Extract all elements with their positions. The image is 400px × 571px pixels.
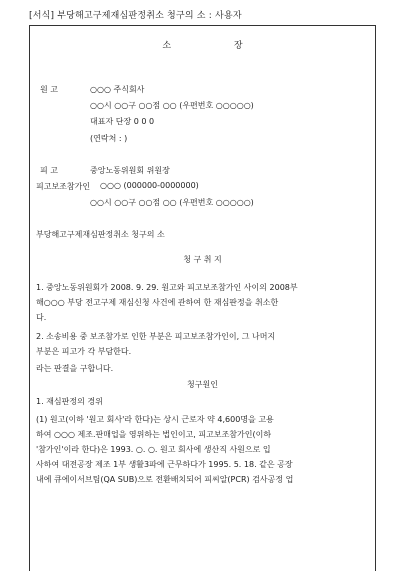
intervenor-address: ○○시 ○○구 ○○점 ○○ (우편번호 ○○○○○)	[90, 198, 254, 207]
reason-body	[36, 412, 369, 487]
intervenor-name: ○○○ (000000-0000000)	[100, 181, 199, 190]
defendant-role: 피 고	[40, 166, 58, 175]
reason-body-line: 내에 큐에이서브팀(QA SUB)으로 전환배치되어 피씨알(PCR) 검사공정 업	[36, 475, 294, 484]
reason-body-line: (1) 원고(이하 '원고 회사'라 한다)는 상시 근로자 약 4,600명을 고용	[36, 415, 274, 424]
case-name: 부당해고구제재심판정취소 청구의 소	[36, 230, 165, 239]
claim-item-1-line: 다.	[36, 313, 47, 322]
plaintiff-name: ○○○ 주식회사	[90, 85, 145, 94]
intervenor-role: 피고보조참가인	[36, 182, 91, 191]
claim-heading: 청 구 취 지	[183, 255, 222, 264]
claim-item-2	[36, 329, 369, 359]
document-title: 소 장	[162, 41, 273, 51]
reason-body-line: 하여 ○○○ 제조.판매업을 영위하는 법인이고, 피고보조참가인(이하	[36, 430, 272, 439]
document-frame	[29, 25, 376, 571]
claim-item-1	[36, 280, 369, 325]
claim-item-1-line: 해○○○ 부당 전고구제 재심신청 사건에 관하여 한 재심판정을 취소한	[36, 298, 279, 307]
form-caption: [서식] 부당해고구제재심판정취소 청구의 소 : 사용자	[29, 11, 242, 21]
reason-body-line: 사하여 대전공장 제조 1부 생활3파에 근무하다가 1995. 5. 18. 같은 공장	[36, 460, 293, 469]
reason-body-line: '참가인'이라 한다)은 1993. ○. ○. 원고 회사에 생산직 사원으로 입	[36, 445, 271, 454]
reason-heading: 청구원인	[187, 380, 218, 389]
claim-item-2-line: 2. 소송비용 중 보조참가로 인한 부분은 피고보조참가인이, 그 나머지	[36, 332, 276, 341]
defendant-name: 중앙노동위원회 위원장	[90, 166, 170, 175]
plaintiff-phone: (연락처 : )	[90, 134, 128, 143]
reason-section-1: 1. 재심판정의 경위	[36, 397, 103, 406]
claim-closing: 라는 판결을 구합니다.	[36, 364, 114, 373]
claim-item-1-line: 1. 중앙노동위원회가 2008. 9. 29. 원고와 피고보조참가인 사이의 2008부	[36, 283, 298, 292]
plaintiff-address: ○○시 ○○구 ○○점 ○○ (우편번호 ○○○○○)	[90, 101, 254, 110]
plaintiff-representative: 대표자 단장 0 0 0	[90, 117, 155, 126]
claim-item-2-line: 부분은 피고가 각 부담한다.	[36, 347, 132, 356]
plaintiff-role: 원 고	[40, 85, 58, 94]
